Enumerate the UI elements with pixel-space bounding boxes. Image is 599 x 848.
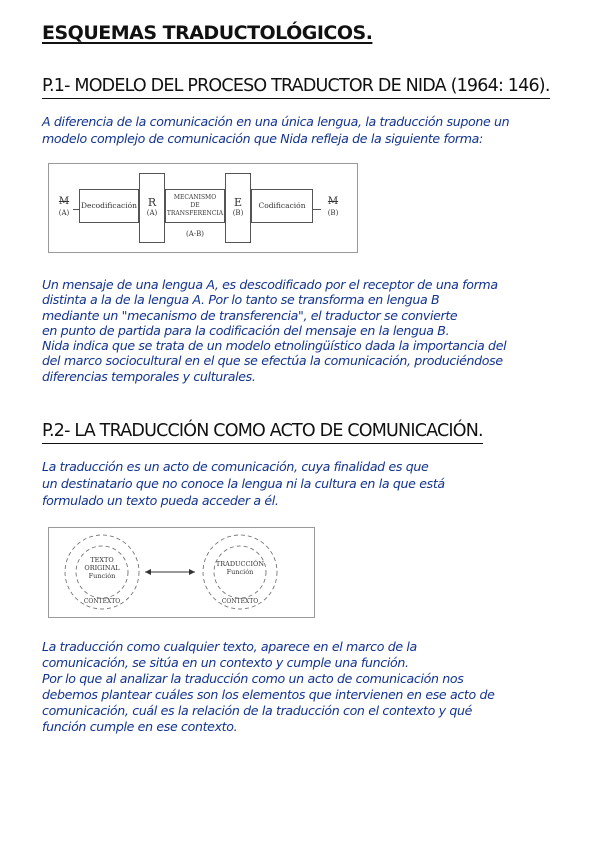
receptor-box [139,173,165,243]
emisor-label: E [233,196,243,209]
section-2-body-line: debemos plantear cuáles son los elementos que intervienen en ese acto de [42,687,495,702]
coding-box: Codificación [251,189,313,223]
source-line: ORIGINAL [84,564,120,572]
section-2-body-line: comunicación, se sitúa en un contexto y cumple una función. [42,655,409,670]
translation-label [210,560,270,576]
source-text-label [77,556,127,580]
translation-line: Función [226,568,254,576]
message-b-sub: (B) [327,209,339,217]
emisor-sub: (B) [232,209,244,217]
page-title: ESQUEMAS TRADUCTOLÓGICOS. [42,22,373,44]
mechanism-line: DE [190,202,200,209]
section-1-body-line: Nida indica que se trata de un modelo etnolingüístico dada la importancia del [42,338,507,354]
transfer-mechanism-box [165,189,225,223]
section-1-body-line: distinta a la de la lengua A. Por lo tanto se transforma en lengua B [42,292,440,308]
receptor-label: R [147,196,157,209]
section-2-body-line: La traducción como cualquier texto, aparece en el marco de la [42,639,417,654]
section-1-body-line: en punto de partida para la codificación del mensaje en la lengua B. [42,322,450,338]
section-2-body-line: comunicación, cuál es la relación de la traducción con el contexto y qué [42,703,473,718]
source-line: Función [88,572,116,580]
receptor-sub: (A) [146,209,158,217]
section-2-body [42,639,582,735]
decoding-box: Decodificación [79,189,139,223]
arrow-head-right [189,569,195,575]
section-1-body-line: del marco sociocultural en el que se efectúa la comunicación, produciéndose [42,353,503,369]
section-1-intro-line: A diferencia de la comunicación en una única lengua, la traducción supone un [42,114,510,129]
communication-diagram [48,527,315,618]
section-1-body-line: Un mensaje de una lengua A, es descodificado por el receptor de una forma [42,277,498,292]
section-2-intro [42,458,582,509]
section-1-body-line: diferencias temporales y culturales. [42,368,256,384]
section-2-intro-line: un destinatario que no conoce la lengua ni la cultura en la que está [42,476,445,491]
section-2-intro-line: formulado un texto pueda acceder a él. [42,493,279,508]
mechanism-line: TRANSFERENCIA [166,210,224,217]
translation-line: TRADUCCIÓN [215,560,265,568]
message-a-sub: (A) [58,209,70,217]
source-line: TEXTO [90,556,114,564]
mechanism-line: MECANISMO [173,194,217,201]
nida-model-diagram [48,163,358,253]
source-context-label: CONTEXTO [83,598,121,605]
section-1-body [42,277,582,384]
section-1-heading: P.1- MODELO DEL PROCESO TRADUCTOR DE NIDA (1964: 146). [42,76,550,99]
mechanism-sub: (A-B) [185,230,205,238]
message-b-label: M [327,196,339,207]
arrow-head-left [145,569,151,575]
target-context-label: CONTEXTO [221,598,259,605]
section-1-intro-line: modelo complejo de comunicación que Nida refleja de la siguiente forma: [42,131,483,146]
section-1-intro [42,113,582,147]
section-1-body-line: mediante un "mecanismo de transferencia", el traductor se convierte [42,307,458,323]
section-2-body-line: Por lo que al analizar la traducción como un acto de comunicación nos [42,671,464,686]
section-2-heading: P.2- LA TRADUCCIÓN COMO ACTO DE COMUNICACIÓN. [42,421,483,444]
connector-line [313,209,321,210]
section-2-intro-line: La traducción es un acto de comunicación, cuya finalidad es que [42,459,429,474]
emisor-box [225,173,251,243]
section-2-body-line: función cumple en ese contexto. [42,719,238,734]
message-a-label: M [58,196,70,207]
